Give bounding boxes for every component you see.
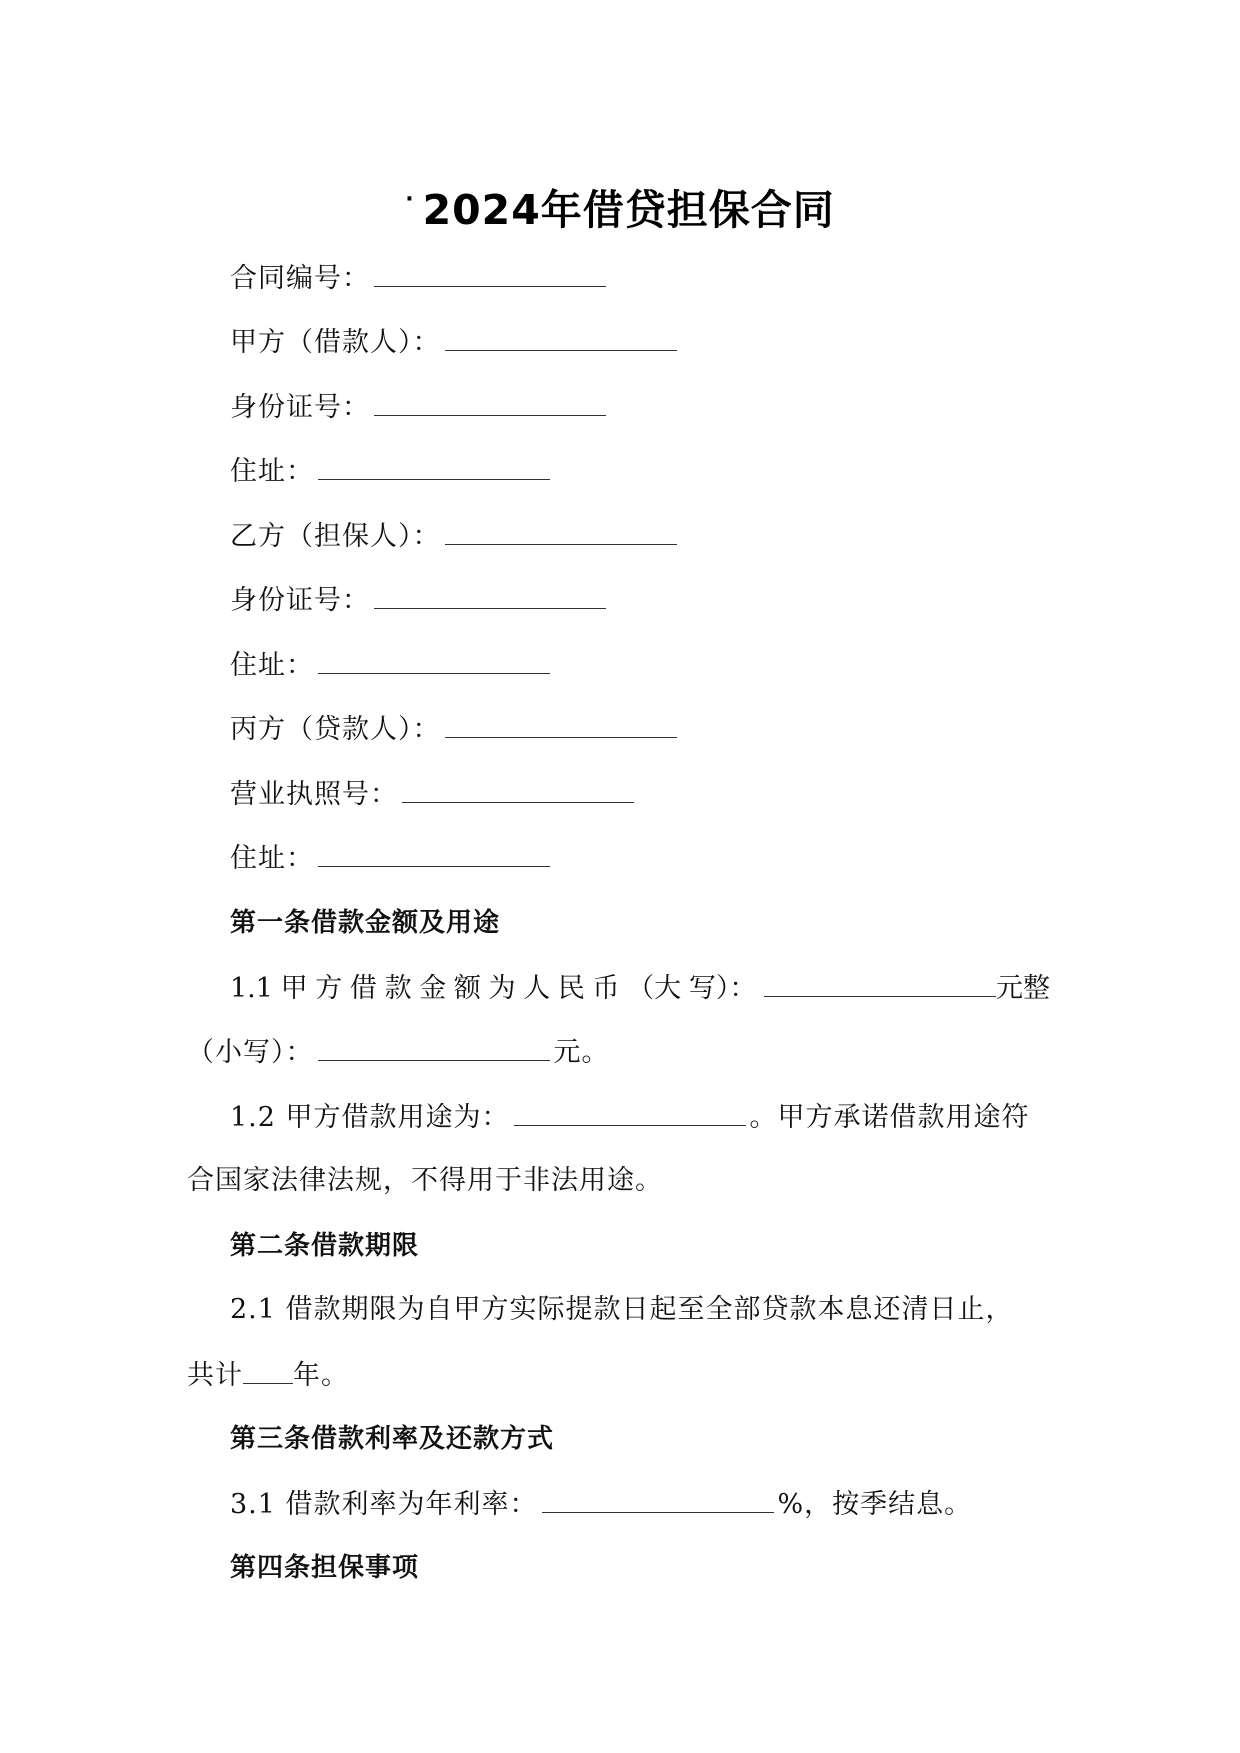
text-part: 元整 <box>995 973 1050 1004</box>
field-party-a-id <box>230 387 610 428</box>
article-4-heading: 第四条担保事项 <box>230 1553 420 1583</box>
field-label: 丙方（贷款人）： <box>230 714 441 745</box>
blank-loan-purpose[interactable] <box>514 1097 746 1126</box>
text-part: 借 <box>349 973 377 1004</box>
field-label: 住址： <box>230 456 314 487</box>
text-part: （小写）： <box>187 1037 314 1068</box>
text-part: 款 <box>384 973 412 1004</box>
blank-contract-no[interactable] <box>374 258 606 287</box>
text-part: 为 <box>488 973 516 1004</box>
field-party-a <box>230 322 681 363</box>
text-part: 元。 <box>553 1037 610 1068</box>
document-title <box>0 172 1240 238</box>
blank-party-c-address[interactable] <box>318 838 550 867</box>
field-label: 住址： <box>230 650 314 681</box>
text-part: （大 <box>627 973 682 1004</box>
text-part: 3.1 借款利率为年利率： <box>230 1489 538 1520</box>
blank-amount-uppercase[interactable] <box>764 968 996 997</box>
text-part: 1.1 <box>230 973 273 1004</box>
text-part: 共计 <box>187 1360 243 1391</box>
field-label: 身份证号： <box>230 392 370 423</box>
blank-party-a-address[interactable] <box>318 451 550 480</box>
article-1-clause-2-line-2: 合国家法律法规，不得用于非法用途。 <box>187 1165 663 1196</box>
article-1-clause-2-line-1 <box>230 1097 1030 1138</box>
blank-loan-years[interactable] <box>243 1355 293 1384</box>
text-part: 人 <box>523 973 551 1004</box>
field-party-b-address <box>230 645 554 686</box>
article-2-clause-1-line-1: 2.1 借款期限为自甲方实际提款日起至全部贷款本息还清日止， <box>230 1294 1014 1325</box>
blank-party-c-license[interactable] <box>402 774 634 803</box>
blank-amount-lowercase[interactable] <box>318 1032 550 1061</box>
field-label: 乙方（担保人）： <box>230 521 441 552</box>
field-contract-no <box>230 258 610 299</box>
blank-party-b-address[interactable] <box>318 645 550 674</box>
article-3-clause-1 <box>230 1484 972 1525</box>
article-1-clause-1-line-2 <box>187 1032 610 1073</box>
text-part: 额 <box>453 973 481 1004</box>
blank-party-b-id[interactable] <box>374 580 606 609</box>
text-part: 方 <box>315 973 343 1004</box>
text-part: 。甲方承诺借款用途符 <box>749 1102 1030 1133</box>
blank-interest-rate[interactable] <box>542 1484 774 1513</box>
field-label: 营业执照号： <box>230 779 398 810</box>
field-party-c <box>230 709 681 750</box>
field-party-b <box>230 516 681 557</box>
amount-uppercase-group <box>764 968 1050 1009</box>
field-label: 身份证号： <box>230 585 370 616</box>
text-part: 1.2 甲方借款用途为： <box>230 1102 510 1133</box>
blank-party-b[interactable] <box>445 516 677 545</box>
field-label: 住址： <box>230 843 314 874</box>
text-part: 民 <box>557 973 585 1004</box>
article-1-heading: 第一条借款金额及用途 <box>230 908 501 938</box>
field-party-b-id <box>230 580 610 621</box>
field-label: 合同编号： <box>230 263 370 294</box>
field-party-a-address <box>230 451 554 492</box>
text-part: 写）： <box>688 973 757 1004</box>
article-2-heading: 第二条借款期限 <box>230 1231 420 1261</box>
text-part: 甲 <box>280 973 308 1004</box>
text-part: 年。 <box>293 1360 349 1391</box>
text-part: 金 <box>419 973 447 1004</box>
title-text: 2024年借贷担保合同 <box>422 186 835 234</box>
title-bullet: · <box>405 187 415 212</box>
article-1-clause-1-line-1 <box>230 968 1050 1009</box>
field-party-c-address <box>230 838 554 879</box>
field-party-c-license <box>230 774 638 815</box>
article-2-clause-1-line-2 <box>187 1355 349 1396</box>
blank-party-a[interactable] <box>445 322 677 351</box>
blank-party-a-id[interactable] <box>374 387 606 416</box>
field-label: 甲方（借款人）： <box>230 327 441 358</box>
text-part: %，按季结息。 <box>777 1489 973 1520</box>
article-3-heading: 第三条借款利率及还款方式 <box>230 1424 555 1454</box>
blank-party-c[interactable] <box>445 709 677 738</box>
text-part: 币 <box>592 973 620 1004</box>
